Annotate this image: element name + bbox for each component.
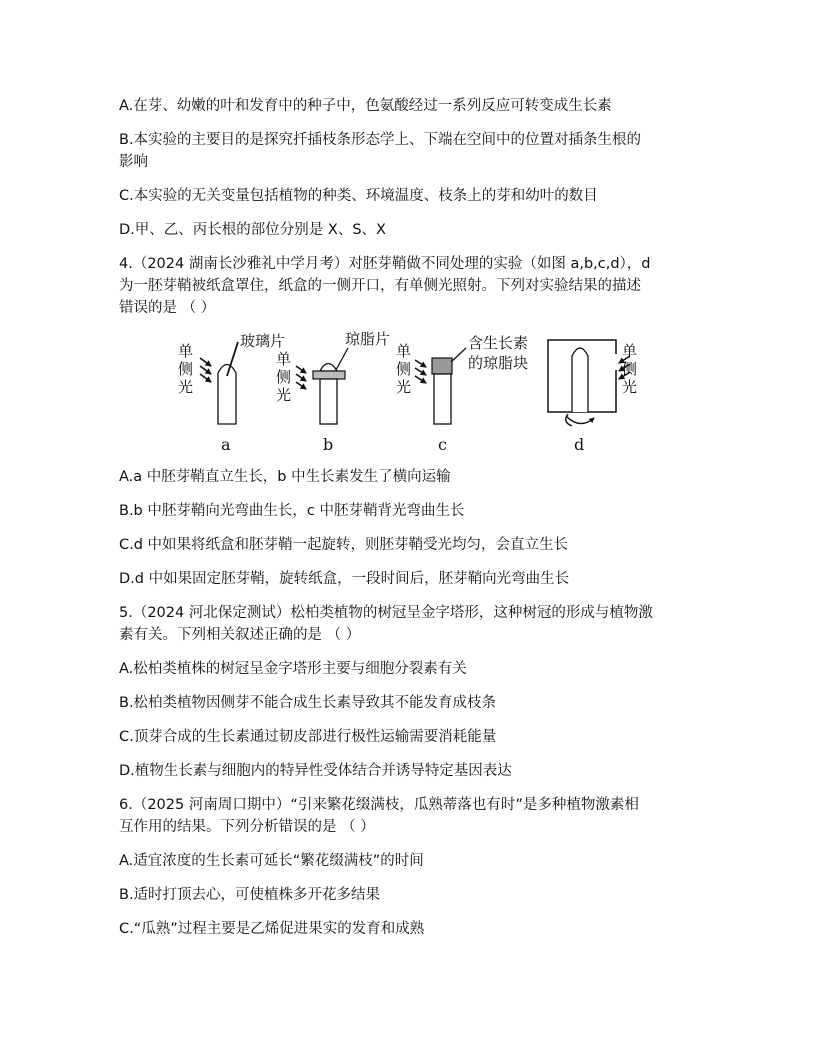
subfigure-label-d: d (574, 435, 585, 454)
coleoptile-c-decapitated (434, 374, 451, 424)
q4-option-d: D.d 中如果固定胚芽鞘，旋转纸盒，一段时间后，胚芽鞘向光弯曲生长 (119, 571, 570, 587)
light-label-a-1: 单 (178, 342, 194, 360)
panel-a (178, 332, 285, 454)
subfigure-label-c: c (438, 435, 447, 454)
glass-plate-label: 玻璃片 (240, 332, 286, 350)
auxin-agar-label-2: 的琼脂块 (468, 354, 529, 372)
light-label-d-2: 侧 (622, 360, 638, 378)
panel-c (396, 334, 528, 454)
q5-option-c: C.顶芽合成的生长素通过韧皮部进行极性运输需要消耗能量 (119, 729, 497, 745)
agar-sheet (313, 371, 345, 379)
rotation-arrow (566, 416, 594, 424)
option-d-prev: D.甲、乙、丙长根的部位分别是 X、S、X (119, 222, 386, 238)
light-arrows-a (200, 358, 211, 382)
auxin-agar-pointer (451, 348, 466, 362)
q4-stem-line1: 4.（2024 湖南长沙雅礼中学月考）对胚芽鞘做不同处理的实验（如图 a,b,c,d），d (119, 256, 651, 272)
option-a-prev: A.在芽、幼嫩的叶和发育中的种子中，色氨酸经过一系列反应可转变成生长素 (119, 98, 612, 114)
option-b-prev-line1: B.本实验的主要目的是探究扦插枝条形态学上、下端在空间中的位置对插条生根的 (119, 132, 642, 148)
light-label-d-3: 光 (622, 378, 638, 396)
auxin-agar-label-1: 含生长素 (468, 334, 529, 352)
q6-stem-line2: 互作用的结果。下列分析错误的是 （ ） (119, 819, 375, 835)
light-label-b-3: 光 (276, 386, 292, 404)
light-label-c-2: 侧 (396, 360, 412, 378)
light-label-a-3: 光 (178, 378, 194, 396)
panel-b (276, 330, 390, 454)
light-arrows-b (296, 366, 306, 389)
q5-stem-line1: 5.（2024 河北保定测试）松柏类植物的树冠呈金字塔形，这种树冠的形成与植物激 (119, 605, 653, 621)
light-arrows-c (415, 360, 426, 383)
q4-stem-line3: 错误的是 （ ） (119, 300, 216, 316)
agar-sheet-label: 琼脂片 (345, 330, 391, 348)
agar-sheet-pointer (336, 348, 348, 370)
light-label-c-3: 光 (396, 378, 412, 396)
light-label-a-2: 侧 (178, 360, 194, 378)
q4-option-c: C.d 中如果将纸盒和胚芽鞘一起旋转，则胚芽鞘受光均匀，会直立生长 (119, 537, 569, 553)
option-b-prev-line2: 影响 (119, 154, 148, 170)
q5-option-a: A.松柏类植株的树冠呈金字塔形主要与细胞分裂素有关 (119, 661, 467, 677)
q5-option-b: B.松柏类植物因侧芽不能合成生长素导致其不能发育成枝条 (119, 695, 497, 711)
q4-stem-line2: 为一胚芽鞘被纸盒罩住，纸盒的一侧开口，有单侧光照射。下列对实验结果的描述 (119, 278, 641, 294)
panel-d (548, 340, 637, 454)
light-label-c-1: 单 (396, 342, 412, 360)
q5-stem-line2: 素有关。下列相关叙述正确的是 （ ） (119, 627, 361, 643)
coleoptile-b-base (320, 379, 337, 424)
coleoptile-d (572, 348, 588, 412)
coleoptile-experiment-figure (170, 326, 670, 456)
q6-option-c: C.“瓜熟”过程主要是乙烯促进果实的发育和成熟 (119, 921, 425, 937)
q4-option-b: B.b 中胚芽鞘向光弯曲生长，c 中胚芽鞘背光弯曲生长 (119, 503, 465, 519)
q5-option-d: D.植物生长素与细胞内的特异性受体结合并诱导特定基因表达 (119, 763, 512, 779)
q4-option-a: A.a 中胚芽鞘直立生长，b 中生长素发生了横向运输 (119, 469, 451, 485)
subfigure-label-b: b (323, 435, 334, 454)
option-c-prev: C.本实验的无关变量包括植物的种类、环境温度、枝条上的芽和幼叶的数目 (119, 188, 598, 204)
q6-option-a: A.适宜浓度的生长素可延长“繁花缀满枝”的时间 (119, 853, 424, 869)
light-label-b-1: 单 (276, 350, 292, 368)
light-label-b-2: 侧 (276, 368, 292, 386)
coleoptile-b-tip (320, 364, 337, 372)
q6-stem-line1: 6.（2025 河南周口期中）“引来繁花缀满枝，瓜熟蒂落也有时”是多种植物激素相 (119, 797, 639, 813)
auxin-agar-block (432, 358, 452, 374)
q6-option-b: B.适时打顶去心，可使植株多开花多结果 (119, 887, 381, 903)
subfigure-label-a: a (221, 435, 231, 454)
light-label-d-1: 单 (622, 342, 638, 360)
